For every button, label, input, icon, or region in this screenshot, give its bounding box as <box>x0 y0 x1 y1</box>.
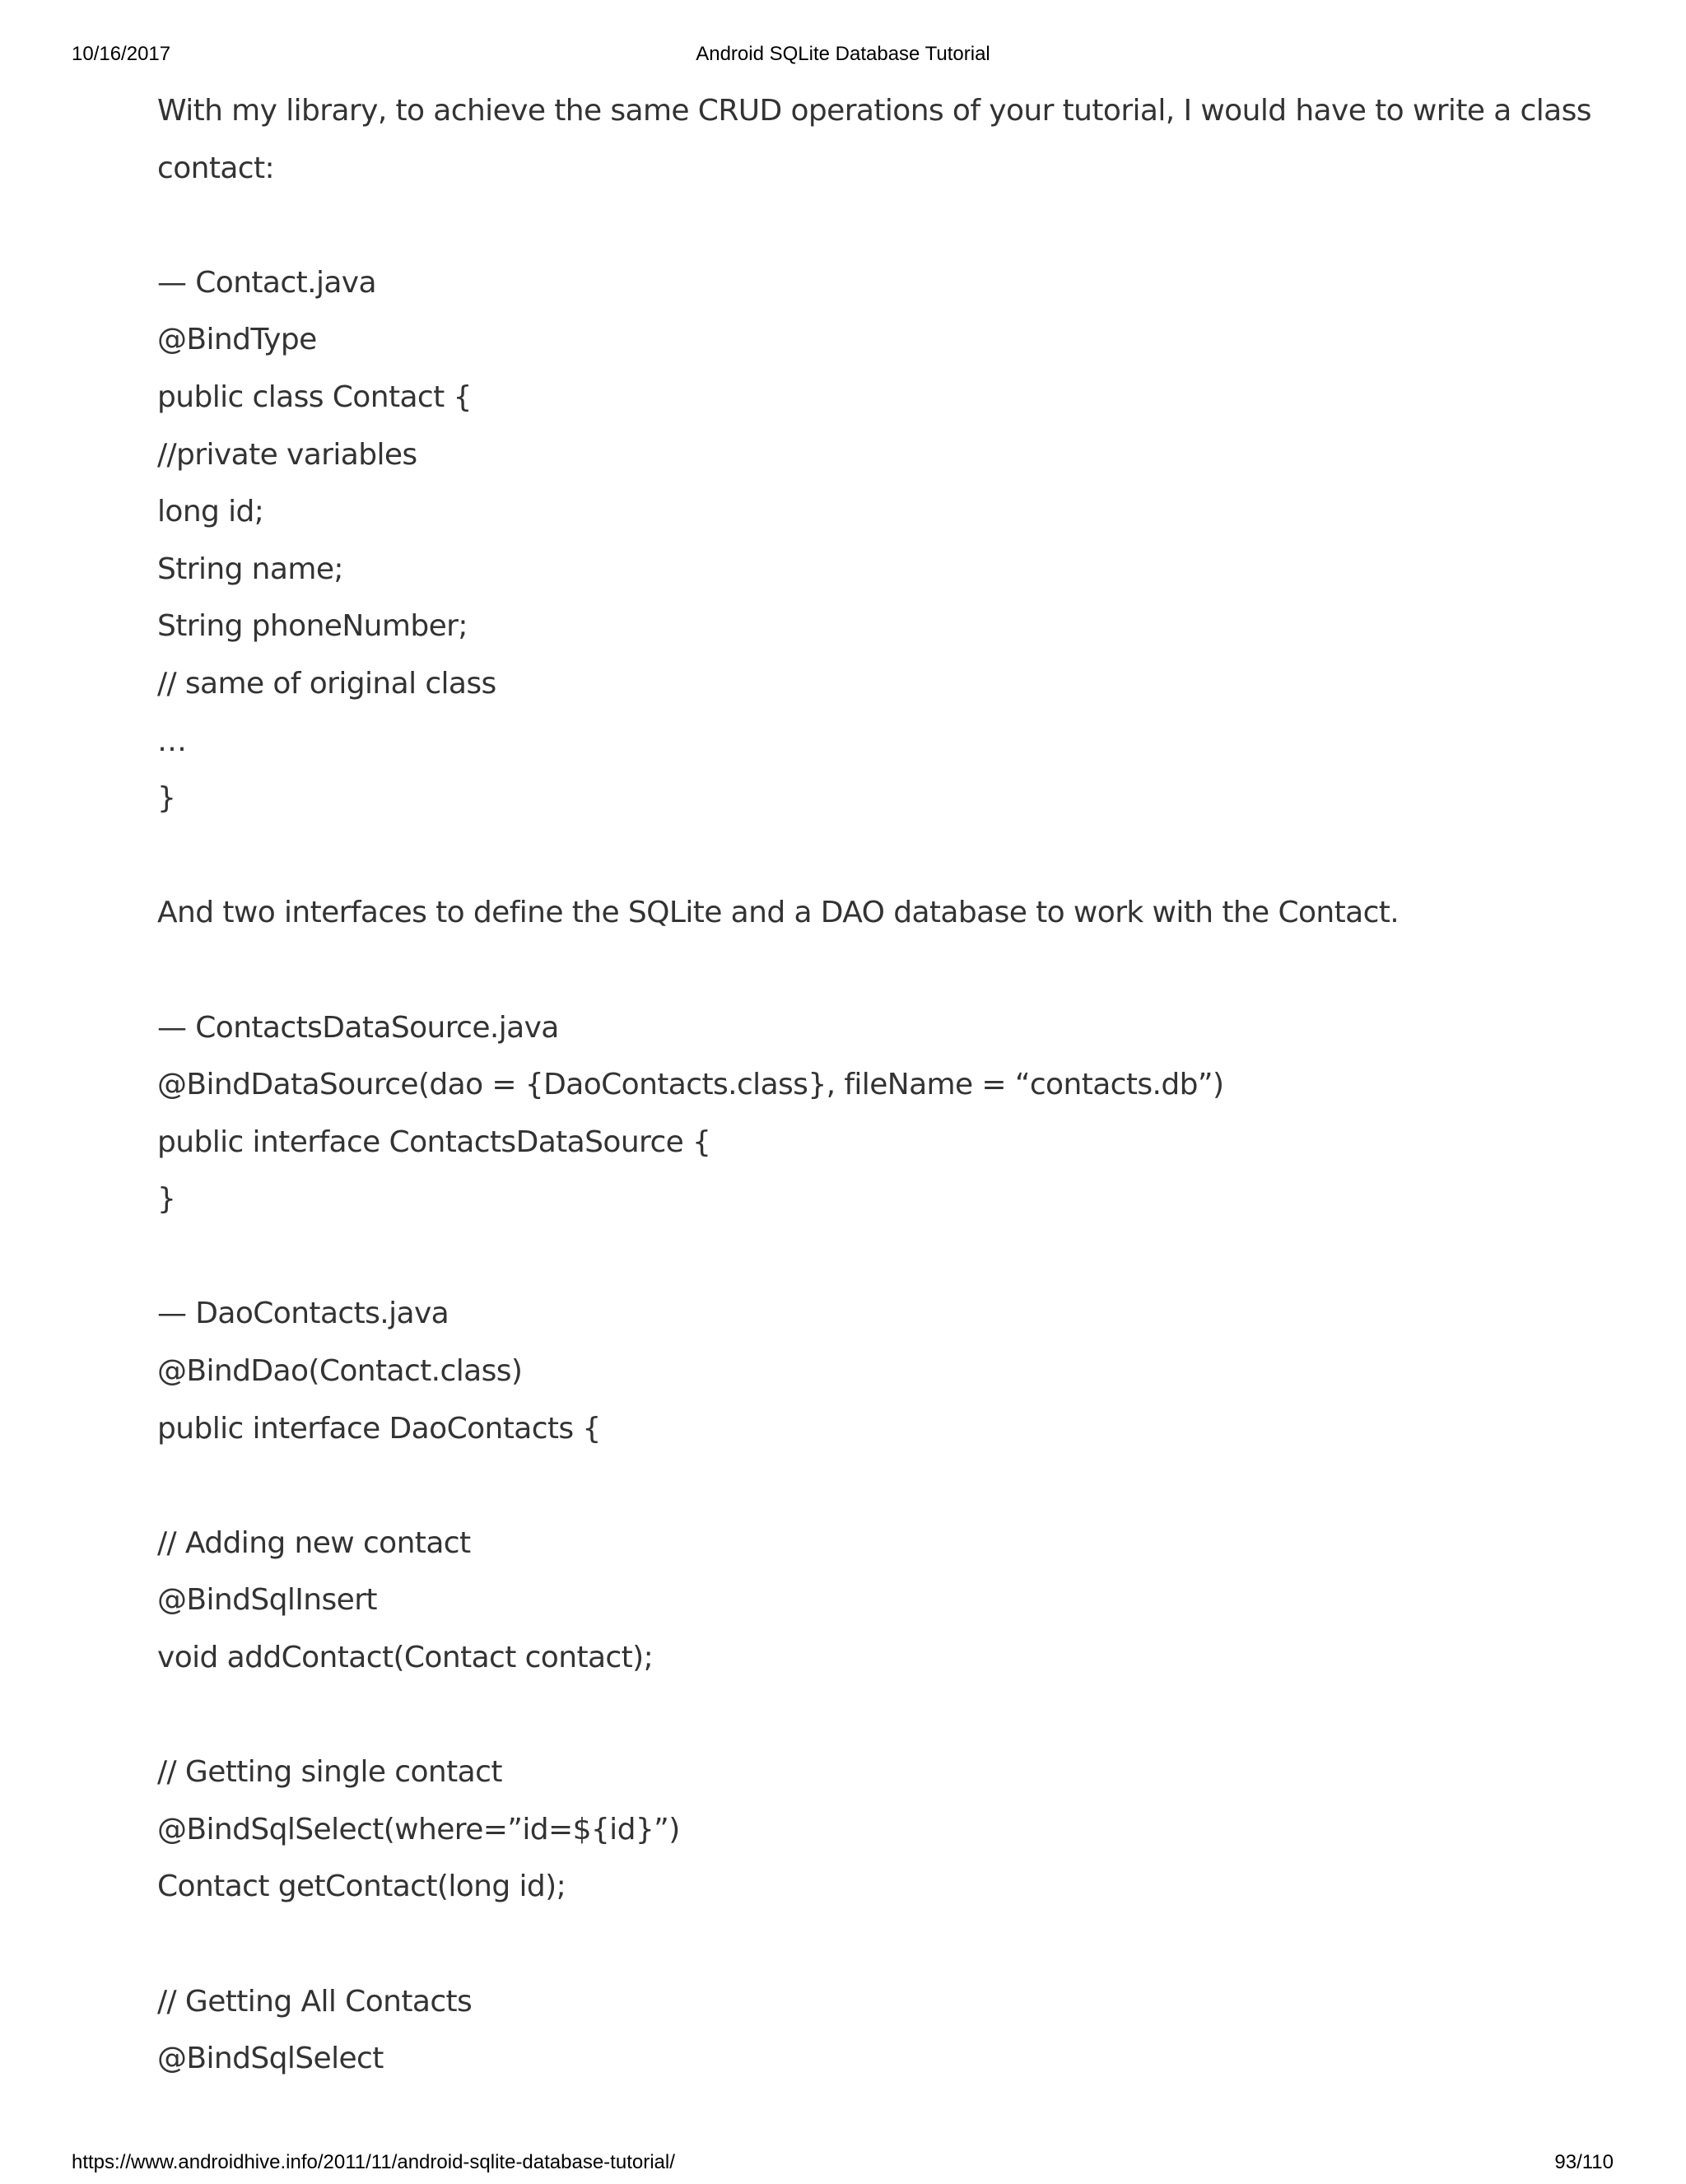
print-date: 10/16/2017 <box>72 43 171 65</box>
code-line: @BindType <box>157 323 317 357</box>
code-line: … <box>157 724 187 758</box>
code-line: // Getting All Contacts <box>157 1984 473 2019</box>
page-title: Android SQLite Database Tutorial <box>696 43 990 65</box>
code-line: } <box>157 781 176 816</box>
code-line: Contact getContact(long id); <box>157 1870 566 1904</box>
blank-line <box>157 1228 1557 1286</box>
code-line: — ContactsDataSource.java <box>157 1010 559 1045</box>
code-line: @BindSqlSelect <box>157 2042 384 2076</box>
code-line: String phoneNumber; <box>157 609 468 644</box>
print-footer <box>0 2151 1686 2184</box>
page-url: https://www.androidhive.info/2011/11/android-sqlite-database-tutorial/ <box>72 2151 675 2173</box>
code-line: public interface DaoContacts { <box>157 1411 601 1446</box>
code-line: @BindDao(Contact.class) <box>157 1354 523 1389</box>
blank-line <box>157 197 1557 254</box>
blank-line <box>157 1457 1557 1515</box>
code-line: //private variables <box>157 437 417 472</box>
blank-line <box>157 1687 1557 1744</box>
body-line: contact: <box>157 151 275 185</box>
blank-line <box>157 942 1557 999</box>
code-line: void addContact(Contact contact); <box>157 1641 654 1675</box>
print-header <box>0 43 1686 76</box>
blank-line <box>157 1916 1557 1973</box>
code-line: long id; <box>157 495 264 529</box>
code-line: public interface ContactsDataSource { <box>157 1125 711 1159</box>
code-line: // Getting single contact <box>157 1755 502 1790</box>
code-line: @BindDataSource(dao = {DaoContacts.class}, fileName = “contacts.db”) <box>157 1068 1224 1102</box>
code-line: public class Contact { <box>157 380 472 414</box>
code-line: @BindSqlInsert <box>157 1583 377 1618</box>
code-line: } <box>157 1182 176 1217</box>
code-line: // same of original class <box>157 666 496 701</box>
code-line: // Adding new contact <box>157 1525 471 1560</box>
code-line: String name; <box>157 552 343 586</box>
code-line: — Contact.java <box>157 265 376 300</box>
code-line: @BindSqlSelect(where=”id=${id}”) <box>157 1812 680 1846</box>
body-line: And two interfaces to define the SQLite and a DAO database to work with the Contact. <box>157 896 1400 930</box>
blank-line <box>157 827 1557 885</box>
body-line: With my library, to achieve the same CRUD operations of your tutorial, I would have to write a class <box>157 94 1591 128</box>
code-line: — DaoContacts.java <box>157 1297 449 1331</box>
article-body <box>157 82 1591 2088</box>
page-number: 93/110 <box>1554 2151 1614 2173</box>
